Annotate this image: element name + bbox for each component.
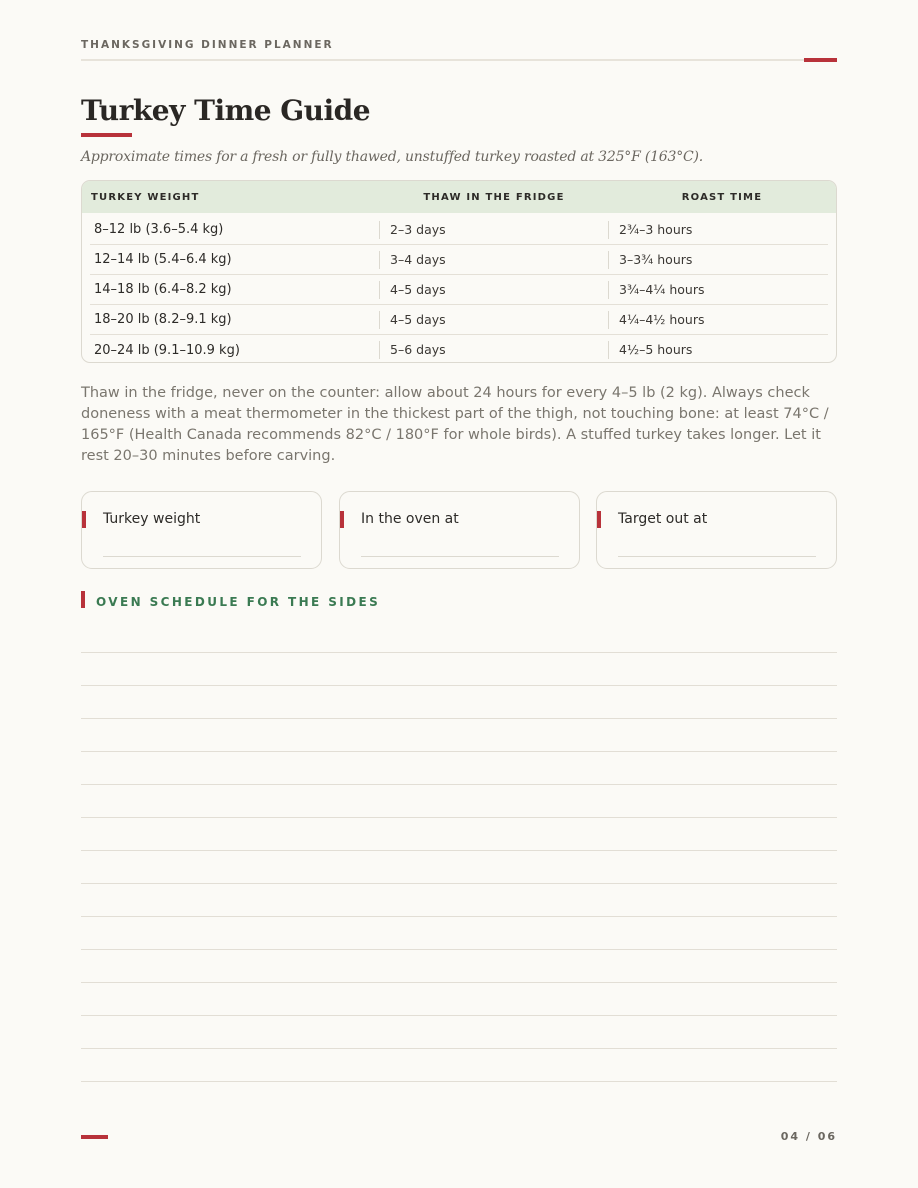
- cell-thaw: 4–5 days: [379, 311, 608, 329]
- cell-roast: 3–3¾ hours: [608, 251, 828, 269]
- cell-thaw: 4–5 days: [379, 281, 608, 299]
- writing-line[interactable]: [81, 1015, 837, 1016]
- write-in-line[interactable]: [361, 556, 559, 557]
- column-header-roast: ROAST TIME: [681, 191, 763, 203]
- writing-line[interactable]: [81, 883, 837, 884]
- cell-roast: 3¾–4¼ hours: [608, 281, 828, 299]
- turkey-weight-field[interactable]: [81, 491, 322, 569]
- cell-weight: 8–12 lb (3.6–5.4 kg): [94, 222, 224, 237]
- oven-start-field[interactable]: [339, 491, 580, 569]
- writing-line[interactable]: [81, 751, 837, 752]
- title-accent-bar: [81, 133, 132, 137]
- section-title: OVEN SCHEDULE FOR THE SIDES: [96, 595, 381, 609]
- thawing-notes: Thaw in the fridge, never on the counter: allow about 24 hours for every 4–5 lb (2 kg). Always check doneness with a meat thermometer in the thickest part of the thigh, not touching bone: at least 74°C / 165°F (Health Canada recommends 82°C / 180°F for whole birds). A stuffed turkey takes longer. Let it rest 20–30 minutes before carving.: [81, 385, 829, 464]
- cell-weight: 20–24 lb (9.1–10.9 kg): [94, 342, 240, 358]
- header-accent-bar: [804, 58, 837, 62]
- writing-line[interactable]: [81, 916, 837, 917]
- writing-line[interactable]: [81, 817, 837, 818]
- section-accent-bar: [81, 591, 85, 608]
- footer-accent-bar: [81, 1135, 108, 1139]
- table-body: [82, 213, 836, 363]
- writing-line[interactable]: [81, 784, 837, 785]
- header-rule: [81, 59, 837, 61]
- writing-line[interactable]: [81, 1048, 837, 1049]
- write-in-line[interactable]: [103, 556, 301, 557]
- cell-weight: 12–14 lb (5.4–6.4 kg): [94, 252, 232, 267]
- writing-line[interactable]: [81, 850, 837, 851]
- field-accent-bar: [340, 511, 344, 528]
- field-label: Target out at: [618, 511, 708, 527]
- cell-thaw: 5–6 days: [379, 341, 608, 359]
- page-title: Turkey Time Guide: [81, 94, 371, 127]
- cell-thaw: 3–4 days: [379, 251, 608, 269]
- turkey-time-table: [81, 180, 837, 363]
- cell-roast: 4¼–4½ hours: [608, 311, 828, 329]
- write-in-line[interactable]: [618, 556, 816, 557]
- cell-weight: 14–18 lb (6.4–8.2 kg): [94, 282, 232, 297]
- column-header-thaw: THAW IN THE FRIDGE: [423, 191, 565, 203]
- table-row: [90, 335, 828, 363]
- fill-in-fields: [81, 491, 837, 569]
- writing-line[interactable]: [81, 718, 837, 719]
- writing-line[interactable]: [81, 982, 837, 983]
- writing-line[interactable]: [81, 949, 837, 950]
- cell-thaw: 2–3 days: [379, 221, 608, 239]
- target-out-field[interactable]: [596, 491, 837, 569]
- table-row: [90, 305, 828, 335]
- field-accent-bar: [597, 511, 601, 528]
- page-number: 04 / 06: [780, 1130, 837, 1143]
- running-title: THANKSGIVING DINNER PLANNER: [81, 39, 334, 51]
- field-label: In the oven at: [361, 511, 459, 527]
- field-accent-bar: [82, 511, 86, 528]
- column-header-weight: TURKEY WEIGHT: [91, 191, 200, 203]
- writing-line[interactable]: [81, 685, 837, 686]
- cell-roast: 2¾–3 hours: [608, 221, 828, 239]
- writing-line[interactable]: [81, 1081, 837, 1082]
- cell-weight: 18–20 lb (8.2–9.1 kg): [94, 312, 232, 327]
- field-label: Turkey weight: [103, 511, 201, 527]
- table-row: [90, 245, 828, 275]
- writing-line[interactable]: [81, 652, 837, 653]
- table-header-row: [82, 181, 836, 213]
- page-subtitle: Approximate times for a fresh or fully thawed, unstuffed turkey roasted at 325°F (163°C).: [81, 149, 704, 165]
- cell-roast: 4½–5 hours: [608, 341, 828, 359]
- table-row: [90, 275, 828, 305]
- planner-page: [81, 0, 837, 1188]
- oven-schedule-writing-lines[interactable]: [81, 652, 837, 1114]
- table-row: [90, 215, 828, 245]
